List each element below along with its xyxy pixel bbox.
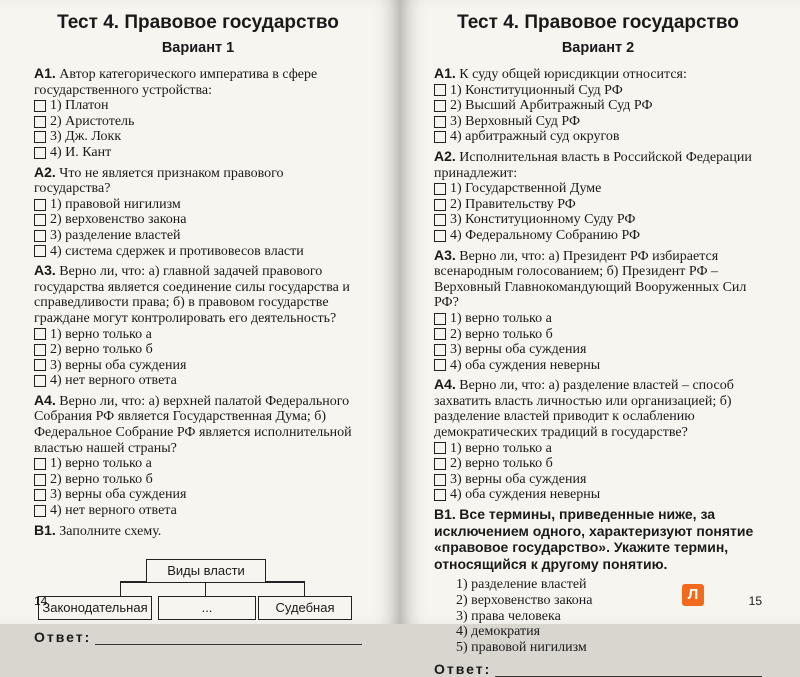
question-text: Исполнительная власть в Российской Федерации принадлежит: [434,149,752,181]
publisher-logo: Л [682,584,704,606]
option-label: 4) арбитражный суд округов [450,129,620,145]
term-item: 5) правовой нигилизм [456,639,587,655]
option-label: 2) Правительству РФ [450,196,576,212]
question-block [434,248,762,374]
checkbox[interactable] [34,245,46,257]
checkbox[interactable] [34,116,46,128]
scheme-box-legislative[interactable]: Законодательная [38,596,152,620]
question-number: A3. [434,246,456,263]
question-stem [434,149,762,181]
option-label: 3) верны оба суждения [50,357,187,373]
question-number: B1. [434,506,456,523]
question-block [434,377,762,503]
checkbox[interactable] [434,489,446,501]
answer-option[interactable] [34,145,362,161]
option-label: 4) нет верного ответа [50,373,177,389]
option-label: 4) нет верного ответа [50,503,177,519]
answer-option[interactable] [434,129,762,145]
option-label: 4) система сдержек и противовесов власти [50,243,304,259]
option-label: 3) разделение властей [50,227,181,243]
question-b1 [34,523,362,540]
question-number: A1. [34,65,56,81]
option-label: 1) Государственной Думе [450,181,602,197]
checkbox[interactable] [434,230,446,242]
checkbox[interactable] [34,199,46,211]
question-block [34,165,362,260]
question-text: К суду общей юрисдикции относится: [459,67,687,82]
option-label: 3) верны оба суждения [450,471,587,487]
question-text: Верно ли, что: а) разделение властей – способ захватить власть личностью или организацией; б) разделение властей приводит к ослаблению демократических традиций в государстве? [434,378,734,441]
checkbox[interactable] [34,131,46,143]
question-block [434,66,762,145]
option-label: 2) Аристотель [50,113,135,129]
option-label: 2) верно только б [450,326,553,342]
checkbox[interactable] [434,442,446,454]
option-label: 3) Дж. Локк [50,129,122,145]
answer-option[interactable] [34,456,362,472]
checkbox[interactable] [34,489,46,501]
answer-line [434,661,762,677]
answer-option[interactable] [34,358,362,374]
option-label: 3) Верховный Суд РФ [450,113,581,129]
question-b1 [434,507,762,573]
answer-option[interactable] [34,472,362,488]
checkbox[interactable] [434,359,446,371]
answer-option[interactable] [434,441,762,457]
question-text: Верно ли, что: а) Президент РФ избирается всенародным голосованием; б) Президент РФ – Верховный Главнокомандующий Вооруженных Сил РФ? [434,248,747,311]
checkbox[interactable] [34,458,46,470]
term-item: 2) верховенство закона [456,593,593,608]
answer-option[interactable] [34,327,362,343]
answer-option[interactable] [434,311,762,327]
scheme-connector [304,581,305,596]
checkbox[interactable] [434,116,446,128]
left-page [0,0,400,646]
question-stem [34,165,362,197]
option-label: 1) верно только а [50,456,152,472]
answer-option[interactable] [34,342,362,358]
checkbox[interactable] [434,183,446,195]
question-text: Все термины, приведенные ниже, за исключением одного, характеризуют понятие «правовое государство». Укажите термин, относящийся к другому понятию. [434,506,754,572]
answer-line [34,629,362,645]
option-label: 3) верны оба суждения [450,342,587,358]
question-text: Автор категорического императива в сфере государственного устройства: [34,67,318,98]
question-stem [34,263,362,326]
answer-option[interactable] [34,197,362,213]
scheme-connector [120,581,121,596]
option-label: 1) верно только а [50,326,152,342]
checkbox[interactable] [434,328,446,340]
question-number: B1. [34,521,56,538]
answer-option[interactable] [34,373,362,389]
answer-option[interactable] [434,342,762,358]
question-text: Что не является признаком правового государства? [34,165,284,197]
option-label: 4) Федеральному Собранию РФ [450,227,641,243]
answer-option[interactable] [34,114,362,130]
checkbox[interactable] [434,458,446,470]
term-list [434,577,762,655]
answer-option[interactable] [434,114,762,130]
checkbox[interactable] [34,328,46,340]
variant-title: Вариант 1 [161,40,235,56]
question-stem [434,66,762,83]
question-stem [434,377,762,440]
answer-label: Ответ: [34,629,92,646]
option-label: 4) оба суждения неверны [450,487,601,503]
answer-option[interactable] [434,358,762,374]
answer-option[interactable] [34,98,362,114]
question-number: A3. [34,262,56,279]
checkbox[interactable] [434,84,446,96]
answer-option[interactable] [434,228,762,244]
answer-option[interactable] [434,197,762,213]
answer-option[interactable] [434,83,762,99]
checkbox[interactable] [434,313,446,325]
question-number: A1. [434,65,456,81]
checkbox[interactable] [34,147,46,159]
power-scheme [34,547,362,623]
question-text: Заполните схему. [59,523,162,539]
answer-label: Ответ: [434,661,492,677]
option-label: 3) верны оба суждения [50,487,187,503]
variant-title: Вариант 2 [561,40,635,56]
option-label: 4) оба суждения неверны [450,357,601,373]
checkbox[interactable] [34,505,46,517]
question-list [34,66,362,519]
answer-option[interactable] [434,472,762,488]
question-block [34,263,362,389]
answer-option[interactable] [34,129,362,145]
question-number: A4. [434,376,456,393]
question-stem [34,393,362,456]
scheme-root-box: Виды власти [146,559,266,583]
page-number: 14 [34,594,48,608]
answer-option[interactable] [34,244,362,260]
answer-option[interactable] [34,503,362,519]
test-title: Тест 4. Правовое государство [57,12,339,33]
checkbox[interactable] [434,474,446,486]
question-block [34,393,362,519]
checkbox[interactable] [434,344,446,356]
answer-field[interactable] [95,632,362,645]
question-number: A4. [34,391,56,408]
question-stem [434,248,762,311]
option-label: 1) верно только а [450,310,552,326]
answer-option[interactable] [434,327,762,343]
test-title: Тест 4. Правовое государство [457,12,739,33]
checkbox[interactable] [434,131,446,143]
option-label: 2) верно только б [50,471,153,487]
option-label: 1) верно только а [450,440,552,456]
right-page [400,0,800,677]
option-label: 2) верховенство закона [50,212,187,228]
option-label: 3) Конституционному Суду РФ [450,212,636,228]
checkbox[interactable] [34,230,46,242]
question-text: Верно ли, что: а) главной задачей правового государства является соединение силы государства и справедливости права; б) в правовом государстве граждане могут контролировать его деятельность? [34,264,350,326]
checkbox[interactable] [34,474,46,486]
answer-option[interactable] [434,212,762,228]
option-label: 1) Конституционный Суд РФ [450,82,623,98]
answer-field[interactable] [495,664,762,677]
checkbox[interactable] [34,359,46,371]
page-number: 15 [748,594,762,608]
checkbox[interactable] [434,199,446,211]
term-item: 4) демократия [456,624,541,640]
question-block [34,66,362,161]
scheme-box-blank[interactable]: ... [158,596,256,620]
question-stem [34,66,362,98]
scheme-box-judicial[interactable]: Судебная [258,596,352,620]
answer-option[interactable] [434,487,762,503]
checkbox[interactable] [34,375,46,387]
answer-option[interactable] [434,181,762,197]
question-number: A2. [434,147,456,164]
answer-option[interactable] [34,212,362,228]
question-list [434,66,762,503]
question-number: A2. [34,163,56,180]
option-label: 2) верно только б [450,456,553,472]
answer-option[interactable] [34,487,362,503]
option-label: 1) Платон [50,98,109,114]
option-label: 4) И. Кант [50,144,112,160]
answer-option[interactable] [434,456,762,472]
term-item: 3) права человека [456,608,561,624]
option-label: 2) верно только б [50,342,153,358]
checkbox[interactable] [434,100,446,112]
answer-option[interactable] [434,98,762,114]
term-item: 1) разделение властей [456,577,587,593]
option-label: 2) Высший Арбитражный Суд РФ [450,98,653,114]
checkbox[interactable] [34,344,46,356]
checkbox[interactable] [34,100,46,112]
checkbox[interactable] [434,214,446,226]
question-text: Верно ли, что: а) верхней палатой Федерального Собрания РФ является Государственная Дума; б) Федеральное Собрание РФ является исполнительной властью нашей страны? [34,393,352,456]
option-label: 1) правовой нигилизм [50,196,181,212]
answer-option[interactable] [34,228,362,244]
scheme-connector [205,581,206,596]
checkbox[interactable] [34,214,46,226]
question-block [434,149,762,244]
